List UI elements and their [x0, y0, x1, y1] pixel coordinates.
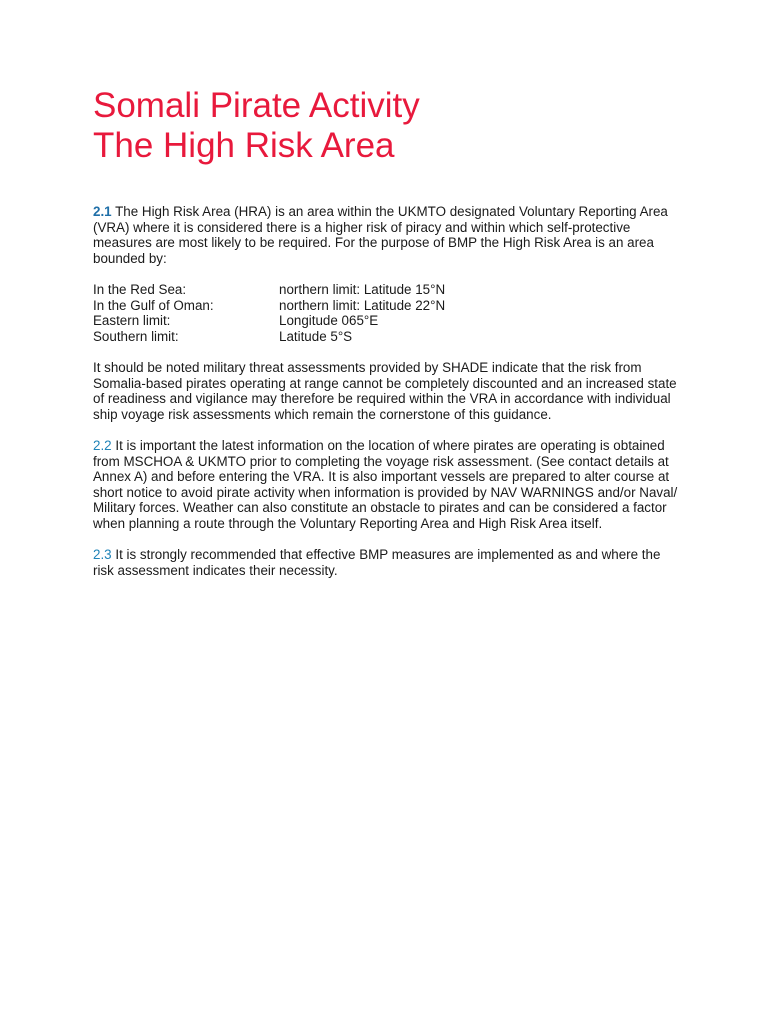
paragraph-2-1-text: The High Risk Area (HRA) is an area within the UKMTO designated Voluntary Reporting Area (VRA) where it is considered there is a higher risk of piracy and within which self-protective measures are most likely to be required. For the purpose of BMP the High Risk Area is an area bounded by: — [93, 204, 668, 266]
limit-row — [93, 298, 683, 314]
boundary-limits — [93, 282, 683, 344]
document-page — [93, 86, 683, 578]
paragraph-2-1 — [93, 204, 683, 266]
paragraph-2-2 — [93, 438, 683, 532]
note-paragraph: It should be noted military threat assessments provided by SHADE indicate that the risk from Somalia-based pirates operating at range cannot be completely discounted and an increased state of readiness and vigilance may therefore be required within the VRA in accordance with individual ship voyage risk assessments which remain the cornerstone of this guidance. — [93, 359, 677, 422]
limit-value: Longitude 065°E — [279, 313, 379, 329]
page-title — [93, 86, 683, 166]
paragraph-2-3-text: It is strongly recommended that effective BMP measures are implemented as and where the risk assessment indicates their necessity. — [93, 547, 661, 578]
limit-value: northern limit: Latitude 22°N — [279, 297, 446, 313]
limit-label: In the Gulf of Oman: — [93, 297, 214, 313]
title-line-1: Somali Pirate Activity — [93, 86, 420, 125]
title-line-2: The High Risk Area — [93, 126, 395, 165]
limit-value: northern limit: Latitude 15°N — [279, 281, 446, 297]
section-number-2-3: 2.3 — [93, 547, 112, 563]
limit-row — [93, 313, 683, 329]
limit-label: Eastern limit: — [93, 313, 171, 329]
limit-value: Latitude 5°S — [279, 328, 353, 344]
limit-label: In the Red Sea: — [93, 281, 187, 297]
limit-row — [93, 329, 683, 345]
paragraph-2-2-text: It is important the latest information on the location of where pirates are operating is obtained from MSCHOA & UKMTO prior to completing the voyage risk assessment. (See contact details at Annex A) and before entering the VRA. It is also important vessels are prepared to alter course at short notice to avoid pirate activity when information is provided by NAV WARNINGS and/or Naval/ Military forces. Weather can also constitute an obstacle to pirates and can be considered a factor when planning a route through the Voluntary Reporting Area and High Risk Area itself. — [93, 437, 678, 531]
section-number-2-1: 2.1 — [93, 204, 112, 219]
limit-label: Southern limit: — [93, 328, 179, 344]
limit-row — [93, 282, 683, 298]
paragraph-2-3 — [93, 547, 683, 578]
section-number-2-2: 2.2 — [93, 437, 112, 453]
